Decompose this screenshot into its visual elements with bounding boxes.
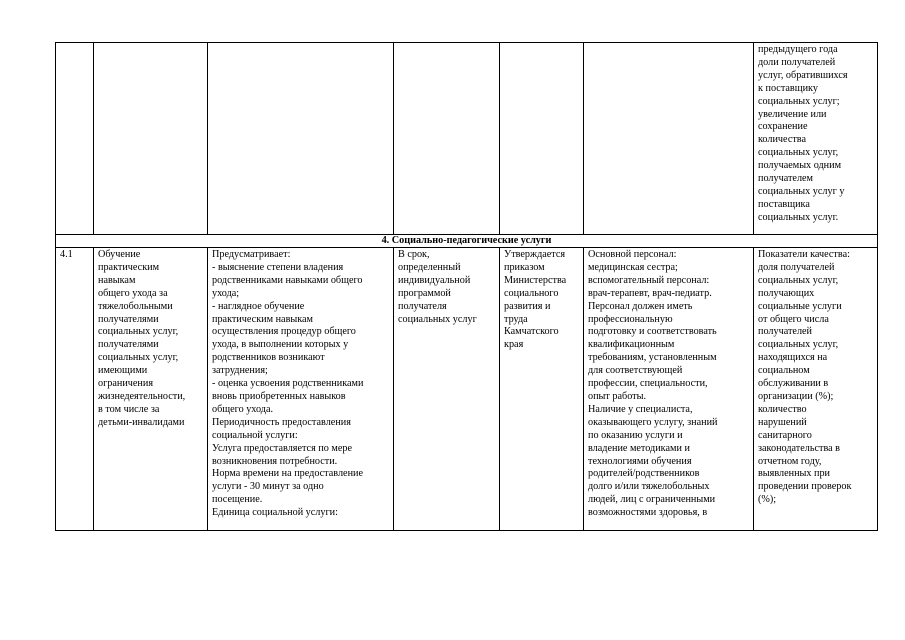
text-line: труда [504,313,528,325]
text-line: вновь приобретенных навыков [212,390,346,402]
text-line: практическим навыкам [212,313,313,325]
continued-description-cell [208,43,394,235]
text-line: Министерства [504,274,567,286]
text-line: вспомогательный персонал: [588,274,710,286]
text-line: затруднения; [212,365,268,377]
text-line: жизнедеятельности, [98,390,186,402]
continued-quality-cell [754,43,878,235]
text-line: находящихся на [758,352,828,364]
section-header-row [56,235,878,248]
text-line: определенный [398,261,461,273]
service-quality [754,248,878,531]
text-line: технологиями обучения [588,455,692,467]
text-line: отчетном году, [758,455,822,467]
text-line: количество [758,403,807,415]
text-line: Показатели качества: [758,249,850,260]
text-line: социальных услуг. [758,211,839,223]
text-line: практическим [98,261,160,273]
text-line: медицинская сестра; [588,261,678,273]
text-line: социальных услуг, [758,274,839,286]
service-tariff [500,248,584,531]
text-line: выявленных при [758,468,831,480]
text-line: получателем [758,173,813,185]
service-conditions [584,248,754,531]
service-term [394,248,500,531]
text-line: приказом [504,261,545,273]
text-line: ограничения [98,378,154,390]
text-line: Предусматривает: [212,249,291,260]
text-line: - наглядное обучение [212,300,305,312]
text-line: - оценка усвоения родственниками [212,378,364,390]
text-line: организации (%); [758,390,834,402]
text-line: навыкам [98,274,136,286]
text-line: индивидуальной [398,274,471,286]
text-line: Утверждается [504,249,566,260]
text-line: опыт работы. [588,390,646,402]
text-line: профессиональную [588,313,673,325]
text-line: социальных услуг, [758,339,839,351]
text-line: Наличие у специалиста, [588,403,693,415]
text-line: в том числе за [98,403,160,415]
text-line: социального [504,287,559,299]
text-line: развития и [504,300,551,312]
continued-tariff-cell [500,43,584,235]
text-line: долго и/или тяжелобольных [588,481,710,493]
text-line: нарушений [758,416,807,428]
text-line: сохранение [758,121,808,133]
text-line: общего ухода за [98,287,168,299]
text-line: В срок, [398,249,430,260]
text-line: от общего числа [758,313,829,325]
text-line: увеличение или [758,108,827,120]
service-row-4-1 [56,248,878,531]
text-line: родственниками навыками общего [212,274,363,286]
text-line: проведении проверок [758,481,852,493]
text-line: социальные услуги [758,300,842,312]
section-title: 4. Социально-педагогические услуги [56,235,878,248]
text-line: - выяснение степени владения [212,261,344,273]
text-line: услуг, обратившихся [758,69,848,81]
continued-conditions-cell [584,43,754,235]
text-line: ухода, в выполнении которых у [212,339,349,351]
continued-row [56,43,878,235]
text-line: Камчатского [504,326,559,338]
text-line: услуги - 30 минут за одно [212,481,324,493]
text-line: общего ухода. [212,403,274,415]
text-line: Услуга предоставляется по мере [212,442,352,454]
text-line: предыдущего года [758,44,838,55]
text-line: законодательства в [758,442,840,454]
text-line: получателя [398,300,447,312]
text-line: социальных услуг у [758,185,845,197]
text-line: родственников возникают [212,352,325,364]
text-line: врач-терапевт, врач-педиатр. [588,287,712,299]
text-line: социальных услуг [398,313,477,325]
text-line: для соответствующей [588,365,683,377]
text-line: владение методиками и [588,442,690,454]
text-line: получателями [98,339,159,351]
text-line: к поставщику [758,82,818,94]
text-line: требованиям, установленным [588,352,717,364]
text-line: тяжелобольными [98,300,173,312]
text-line: возможностями здоровья, в [588,507,708,519]
text-line: (%); [758,494,777,506]
continued-number-cell [56,43,94,235]
text-line: социальных услуг, [98,352,179,364]
text-line: социальном [758,365,810,377]
text-line: программой [398,287,451,299]
service-description [208,248,394,531]
text-line: квалификационным [588,339,675,351]
text-line: социальной услуги: [212,429,298,441]
text-line: обслуживании в [758,378,829,390]
text-line: социальных услуг, [98,326,179,338]
text-line: посещение. [212,494,263,506]
continued-term-cell [394,43,500,235]
text-line: Основной персонал: [588,249,677,260]
text-line: Единица социальной услуги: [212,507,338,519]
text-line: получателей [758,326,813,338]
text-line: профессии, специальности, [588,378,708,390]
text-line: Обучение [98,249,141,260]
text-line: края [504,339,524,351]
text-line: получаемых одним [758,160,842,172]
text-line: Персонал должен иметь [588,300,693,312]
text-line: детьми-инвалидами [98,416,185,428]
text-line: социальных услуг, [758,147,839,159]
text-line: оказывающего услугу, знаний [588,416,718,428]
text-line: количества [758,134,806,146]
text-line: Норма времени на предоставление [212,468,363,480]
text-line: поставщика [758,198,810,210]
text-line: возникновения потребности. [212,455,338,467]
text-line: осуществления процедур общего [212,326,356,338]
text-line: санитарного [758,429,812,441]
text-line: доли получателей [758,56,836,68]
text-line: людей, лиц с ограниченными [588,494,716,506]
text-line: социальных услуг; [758,95,840,107]
services-table [55,42,878,531]
continued-name-cell [94,43,208,235]
text-line: родителей/родственников [588,468,700,480]
service-name [94,248,208,531]
text-line: получателями [98,313,159,325]
text-line: по оказанию услуги и [588,429,683,441]
text-line: получающих [758,287,815,299]
text-line: Периодичность предоставления [212,416,351,428]
text-line: доля получателей [758,261,835,273]
text-line: подготовку и соответствовать [588,326,717,338]
text-line: имеющими [98,365,148,377]
text-line: ухода; [212,287,240,299]
service-number: 4.1 [56,248,94,531]
